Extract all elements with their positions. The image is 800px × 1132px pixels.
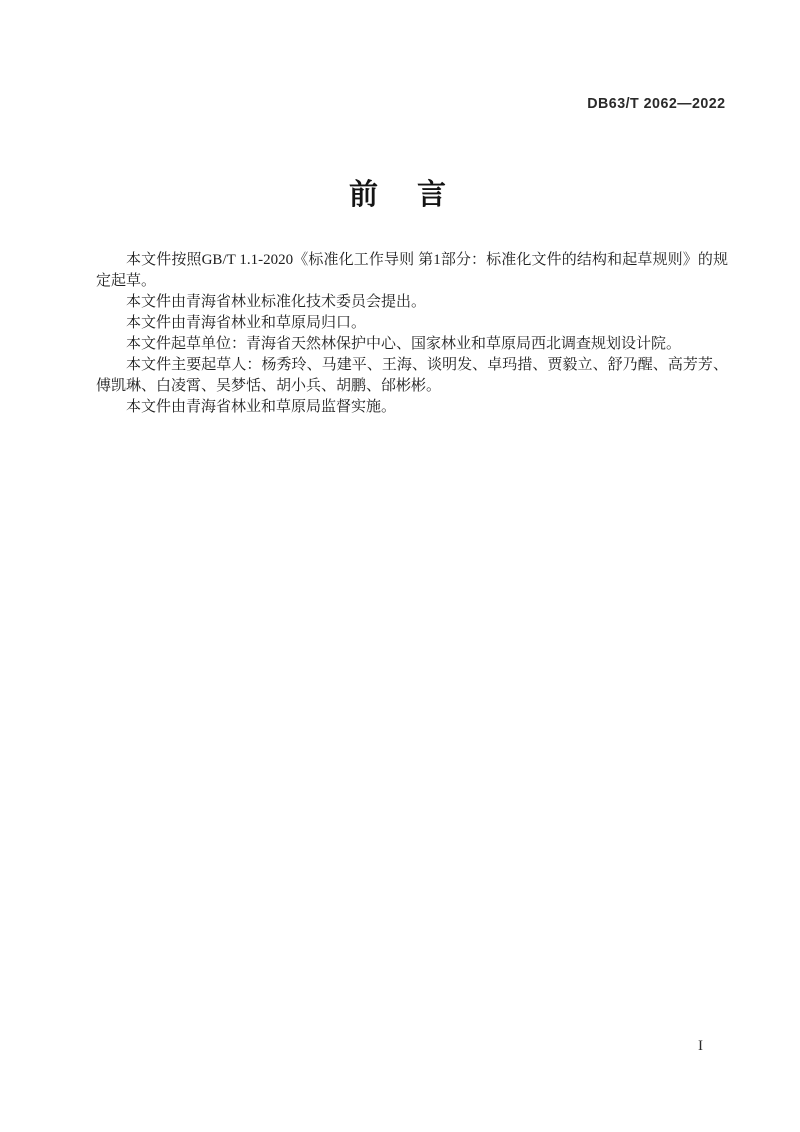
paragraph-drafting-organizations: 本文件起草单位：青海省天然林保护中心、国家林业和草原局西北调查规划设计院。 [126, 336, 682, 352]
foreword-body [96, 250, 728, 418]
page-number: I [698, 1038, 703, 1054]
paragraph-main-drafters: 本文件主要起草人：杨秀玲、马建平、王海、谈明发、卓玛措、贾毅立、舒乃醒、高芳芳、傅凯琳、白凌霄、吴梦恬、胡小兵、胡鹏、邰彬彬。 [96, 357, 728, 394]
paragraph-proposed-by: 本文件由青海省林业标准化技术委员会提出。 [126, 294, 427, 310]
paragraph-centralized-by: 本文件由青海省林业和草原局归口。 [126, 315, 367, 331]
paragraph-drafting-rules: 本文件按照GB/T 1.1-2020《标准化工作导则 第1部分：标准化文件的结构和起草规则》的规定起草。 [96, 252, 728, 289]
standard-number: DB63/T 2062—2022 [587, 95, 726, 112]
paragraph-supervised-by: 本文件由青海省林业和草原局监督实施。 [126, 399, 397, 415]
page-title: 前 言 [348, 179, 451, 211]
